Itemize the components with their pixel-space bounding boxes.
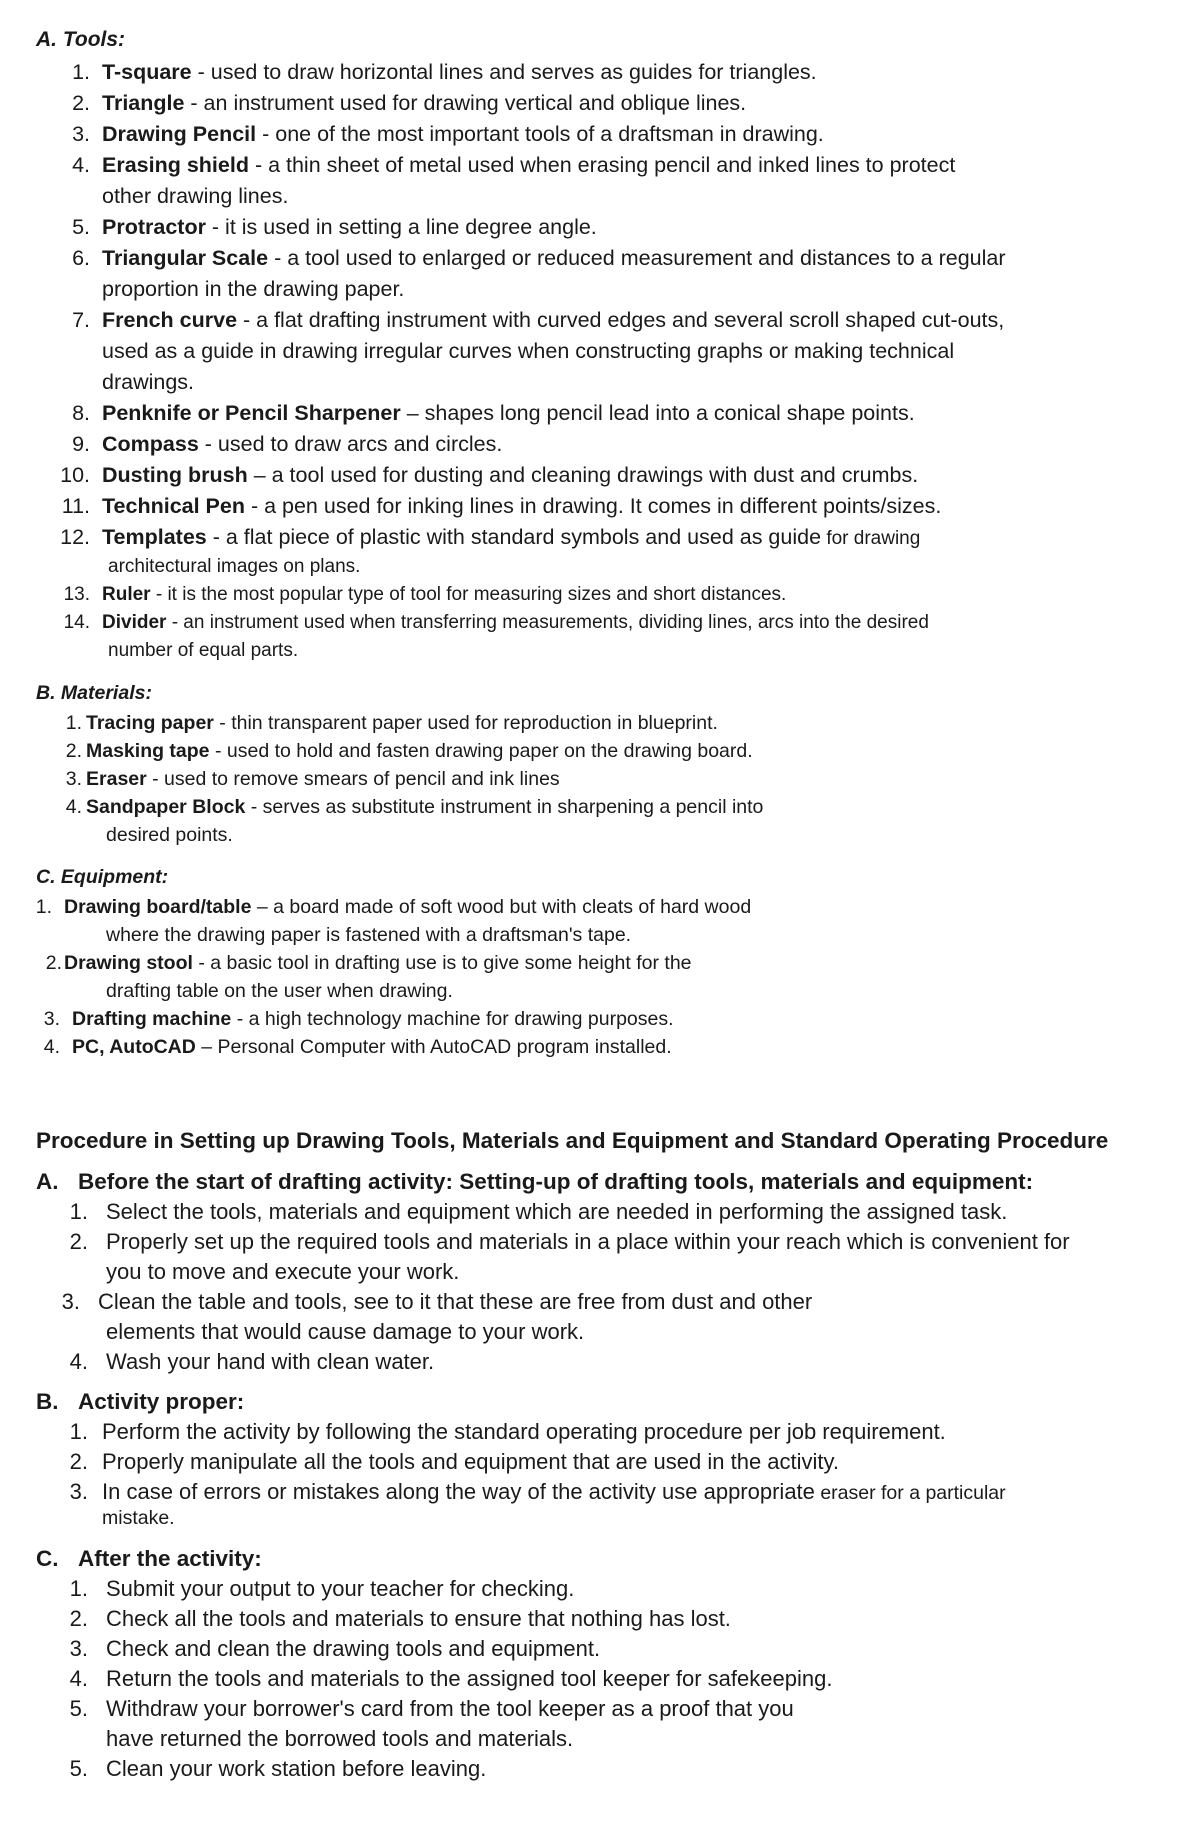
item-continuation: desired points. xyxy=(106,824,233,846)
item-number: 2. xyxy=(69,1229,88,1254)
item-number: 1. xyxy=(69,1199,88,1224)
item-number: 9. xyxy=(72,432,90,456)
item-desc: - an instrument used for drawing vertical and oblique lines. xyxy=(184,91,747,115)
item-number: 2. xyxy=(72,91,90,115)
item-term: Sandpaper Block xyxy=(86,796,246,818)
list-item xyxy=(62,740,753,763)
item-continuation: other drawing lines. xyxy=(102,184,289,208)
item-term: Tracing paper xyxy=(86,712,214,734)
list-item xyxy=(58,246,1006,271)
item-continuation: drafting table on the user when drawing. xyxy=(106,980,453,1002)
item-number: 3. xyxy=(65,768,82,790)
list-item xyxy=(58,1606,731,1632)
list-item xyxy=(62,712,718,735)
item-term: Penknife or Pencil Sharpener xyxy=(102,401,401,425)
item-number: 4. xyxy=(65,796,82,818)
list-item xyxy=(58,1229,1070,1255)
item-term: Divider xyxy=(102,612,167,633)
item-number: 5. xyxy=(69,1756,88,1781)
list-item xyxy=(58,1419,946,1445)
item-continuation: architectural images on plans. xyxy=(108,556,361,577)
item-term: T-square xyxy=(102,60,192,84)
item-number: 1. xyxy=(65,712,82,734)
item-desc: - used to draw arcs and circles. xyxy=(198,432,503,456)
item-continuation: number of equal parts. xyxy=(108,640,299,661)
item-number: 3. xyxy=(72,122,90,146)
item-number: 7. xyxy=(72,308,90,332)
item-text: Clean your work station before leaving. xyxy=(106,1756,487,1781)
item-number: 4. xyxy=(69,1666,88,1691)
tools-heading: A. Tools: xyxy=(36,28,126,51)
list-item xyxy=(58,494,941,519)
procedure-subheading xyxy=(36,1546,262,1572)
subheading-letter: C. xyxy=(36,1546,59,1571)
item-text: Submit your output to your teacher for checking. xyxy=(106,1576,575,1601)
item-desc: - one of the most important tools of a draftsman in drawing. xyxy=(256,122,824,146)
list-item xyxy=(58,91,746,116)
item-number: 10. xyxy=(60,463,90,487)
item-term: French curve xyxy=(102,308,238,332)
item-continuation: mistake. xyxy=(102,1507,175,1529)
list-item xyxy=(38,1008,674,1031)
item-number: 13. xyxy=(63,584,90,605)
item-number: 4. xyxy=(72,153,90,177)
item-desc: - used to draw horizontal lines and serves as guides for triangles. xyxy=(191,60,817,84)
list-item xyxy=(58,1479,1006,1505)
item-number: 1. xyxy=(72,60,90,84)
list-item xyxy=(58,584,786,606)
item-number: 2. xyxy=(69,1606,88,1631)
item-number: 2. xyxy=(45,952,62,974)
item-number: 3. xyxy=(69,1479,88,1504)
item-text: Wash your hand with clean water. xyxy=(106,1349,435,1374)
item-number: 1. xyxy=(69,1419,88,1444)
item-desc: - a pen used for inking lines in drawing. It comes in different points/sizes. xyxy=(244,494,942,518)
list-item xyxy=(58,612,929,634)
list-item xyxy=(58,1666,832,1692)
list-item xyxy=(58,525,920,550)
subheading-text: Activity proper: xyxy=(78,1389,245,1414)
item-number: 4. xyxy=(69,1349,88,1374)
item-desc: - a thin sheet of metal used when erasing pencil and inked lines to protect xyxy=(248,153,956,177)
item-term: Triangular Scale xyxy=(102,246,269,270)
item-continuation: you to move and execute your work. xyxy=(106,1259,460,1284)
item-desc: - an instrument used when transferring measurements, dividing lines, arcs into the desired xyxy=(166,612,929,633)
item-number: 1. xyxy=(35,896,52,918)
item-term: Dusting brush xyxy=(102,463,248,487)
item-desc: - it is used in setting a line degree angle. xyxy=(205,215,597,239)
item-number: 3. xyxy=(61,1289,80,1314)
list-item xyxy=(58,122,824,147)
item-term: Technical Pen xyxy=(102,494,245,518)
procedure-subheading xyxy=(36,1389,244,1415)
list-item xyxy=(58,463,918,488)
item-desc: - thin transparent paper used for reproduction in blueprint. xyxy=(213,712,718,734)
item-number: 1. xyxy=(69,1576,88,1601)
item-number: 12. xyxy=(60,525,90,549)
item-number: 11. xyxy=(61,494,90,518)
item-term: Compass xyxy=(102,432,199,456)
item-continuation: used as a guide in drawing irregular curves when constructing graphs or making technical xyxy=(102,339,955,363)
item-desc: - a basic tool in drafting use is to give some height for the xyxy=(192,952,692,974)
item-text: In case of errors or mistakes along the way of the activity use appropriate xyxy=(102,1479,815,1504)
item-number: 14. xyxy=(63,612,90,633)
list-item xyxy=(58,1696,794,1722)
item-text: Properly manipulate all the tools and equipment that are used in the activity. xyxy=(102,1449,840,1474)
item-number: 3. xyxy=(43,1008,60,1030)
item-text: Check and clean the drawing tools and equipment. xyxy=(106,1636,601,1661)
list-item xyxy=(58,432,502,457)
item-text: Withdraw your borrower's card from the tool keeper as a proof that you xyxy=(106,1696,794,1721)
item-text: Properly set up the required tools and materials in a place within your reach which is convenient for xyxy=(106,1229,1070,1254)
item-number: 2. xyxy=(65,740,82,762)
item-term: Protractor xyxy=(102,215,206,239)
materials-heading: B. Materials: xyxy=(36,682,152,704)
item-text: Check all the tools and materials to ensure that nothing has lost. xyxy=(106,1606,731,1631)
item-term: PC, AutoCAD xyxy=(72,1036,196,1058)
list-item xyxy=(58,1449,839,1475)
item-continuation: have returned the borrowed tools and materials. xyxy=(106,1726,574,1751)
item-desc: - a flat piece of plastic with standard symbols and used as guide xyxy=(206,525,822,549)
subheading-text: After the activity: xyxy=(78,1546,262,1571)
item-term: Drawing stool xyxy=(64,952,193,974)
list-item xyxy=(58,1756,486,1782)
item-continuation: drawings. xyxy=(102,370,195,394)
list-item xyxy=(50,1289,812,1315)
item-term: Masking tape xyxy=(86,740,210,762)
item-continuation: elements that would cause damage to your work. xyxy=(106,1319,585,1344)
item-term: Ruler xyxy=(102,584,151,605)
item-desc: - it is the most popular type of tool for measuring sizes and short distances. xyxy=(150,584,787,605)
item-desc: - serves as substitute instrument in sharpening a pencil into xyxy=(245,796,764,818)
list-item xyxy=(38,1036,672,1059)
item-desc-small: for drawing xyxy=(821,528,921,549)
item-term: Templates xyxy=(102,525,207,549)
item-number: 6. xyxy=(72,246,90,270)
item-term: Erasing shield xyxy=(102,153,249,177)
list-item xyxy=(58,1636,600,1662)
item-term: Triangle xyxy=(102,91,185,115)
list-item xyxy=(62,768,560,791)
item-number: 3. xyxy=(69,1636,88,1661)
item-text-small: eraser for a particular xyxy=(814,1482,1006,1504)
list-item xyxy=(62,796,763,819)
subheading-letter: B. xyxy=(36,1389,59,1414)
subheading-letter: A. xyxy=(36,1169,59,1194)
subheading-text: Before the start of drafting activity: Setting-up of drafting tools, materials and equipment: xyxy=(78,1169,1034,1194)
item-desc: – a tool used for dusting and cleaning drawings with dust and crumbs. xyxy=(247,463,919,487)
list-item xyxy=(58,215,597,240)
item-desc: – Personal Computer with AutoCAD program installed. xyxy=(195,1036,672,1058)
list-item xyxy=(30,896,751,919)
item-desc: - used to remove smears of pencil and ink lines xyxy=(146,768,560,790)
list-item xyxy=(58,153,955,178)
list-item xyxy=(58,1349,434,1375)
item-desc: - a tool used to enlarged or reduced measurement and distances to a regular xyxy=(268,246,1006,270)
item-number: 5. xyxy=(72,215,90,239)
item-continuation: proportion in the drawing paper. xyxy=(102,277,405,301)
list-item xyxy=(58,60,817,85)
item-desc: - a flat drafting instrument with curved edges and several scroll shaped cut-outs, xyxy=(237,308,1005,332)
item-number: 5. xyxy=(69,1696,88,1721)
item-text: Select the tools, materials and equipment which are needed in performing the assigned task. xyxy=(106,1199,1008,1224)
item-text: Clean the table and tools, see to it that these are free from dust and other xyxy=(98,1289,813,1314)
item-term: Drawing Pencil xyxy=(102,122,257,146)
item-term: Drafting machine xyxy=(72,1008,232,1030)
equipment-heading: C. Equipment: xyxy=(36,866,169,888)
item-number: 4. xyxy=(43,1036,60,1058)
item-term: Drawing board/table xyxy=(64,896,252,918)
item-desc: – shapes long pencil lead into a conical shape points. xyxy=(400,401,915,425)
procedure-subheading xyxy=(36,1169,1033,1195)
item-desc: - used to hold and fasten drawing paper on the drawing board. xyxy=(209,740,753,762)
list-item xyxy=(58,401,915,426)
list-item xyxy=(40,952,692,975)
procedure-title: Procedure in Setting up Drawing Tools, Materials and Equipment and Standard Operating Procedure xyxy=(36,1128,1109,1153)
item-text: Perform the activity by following the standard operating procedure per job requirement. xyxy=(102,1419,946,1444)
list-item xyxy=(58,1199,1007,1225)
item-text: Return the tools and materials to the assigned tool keeper for safekeeping. xyxy=(106,1666,833,1691)
item-desc: – a board made of soft wood but with cleats of hard wood xyxy=(251,896,752,918)
item-desc: - a high technology machine for drawing purposes. xyxy=(231,1008,674,1030)
list-item xyxy=(58,1576,574,1602)
item-number: 2. xyxy=(69,1449,88,1474)
item-term: Eraser xyxy=(86,768,147,790)
list-item xyxy=(58,308,1004,333)
item-number: 8. xyxy=(72,401,90,425)
item-continuation: where the drawing paper is fastened with a draftsman's tape. xyxy=(106,924,632,946)
